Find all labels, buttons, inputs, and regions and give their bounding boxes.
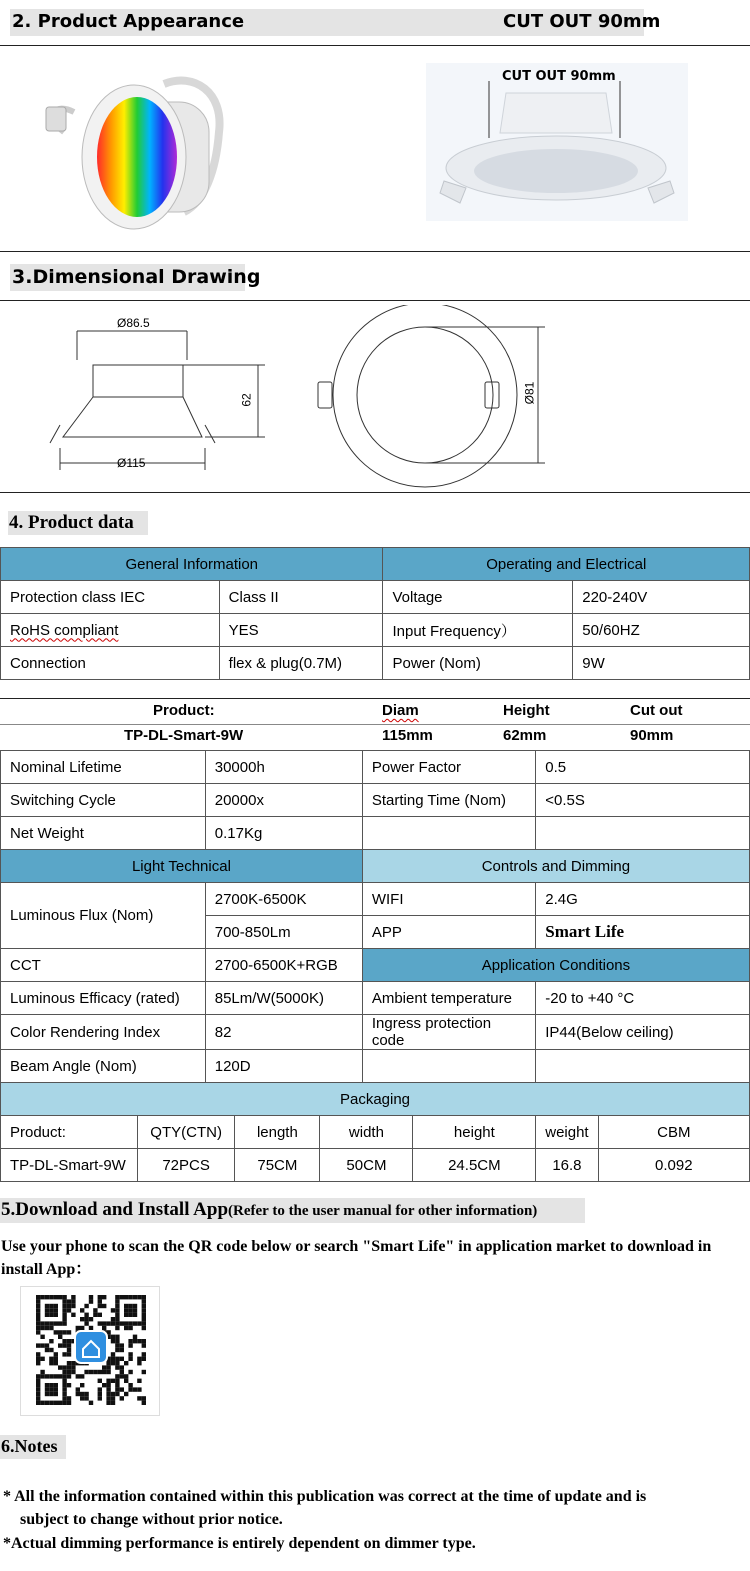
cell: width <box>320 1116 413 1149</box>
cell: Beam Angle (Nom) <box>1 1050 206 1083</box>
dim-height-62: 62 <box>239 393 254 407</box>
section-6-title: 6.Notes <box>1 1436 58 1456</box>
controls-dimming-header: Controls and Dimming <box>362 850 749 883</box>
operating-electrical-header: Operating and Electrical <box>383 548 750 581</box>
dim-diameter-115: Ø115 <box>117 456 146 470</box>
table-row <box>1 883 750 916</box>
cell: 50CM <box>320 1149 413 1182</box>
dim-diameter-81: Ø81 <box>522 381 537 405</box>
cell: 0.5 <box>536 751 750 784</box>
divider <box>0 724 750 725</box>
product-label: Product: <box>153 702 215 719</box>
note-1-line-1: * All the information contained within this publication was correct at the time of update and is <box>3 1488 647 1505</box>
cell: Voltage <box>383 581 573 614</box>
rgb-downlight-photo <box>44 62 240 232</box>
cell: 2700K-6500K <box>205 883 362 916</box>
cell: Luminous Flux (Nom) <box>1 883 206 949</box>
table-row <box>1 1050 750 1083</box>
cell: Nominal Lifetime <box>1 751 206 784</box>
divider <box>0 251 750 252</box>
cell: Luminous Efficacy (rated) <box>1 982 206 1015</box>
cell: 50/60HZ <box>573 614 750 647</box>
cell: height <box>413 1116 536 1149</box>
general-information-header: General Information <box>1 548 383 581</box>
cell: 85Lm/W(5000K) <box>205 982 362 1015</box>
dim-diameter-86: Ø86.5 <box>117 316 150 330</box>
cell: length <box>235 1116 320 1149</box>
cell: weight <box>536 1116 598 1149</box>
qr-code-image <box>21 1287 161 1417</box>
cell: Net Weight <box>1 817 206 850</box>
table-row <box>1 581 750 614</box>
cell: Ingress protection code <box>362 1015 535 1050</box>
table-row <box>1 1116 750 1149</box>
section-5-title-text: 5.Download and Install App <box>1 1199 229 1220</box>
cell: 220-240V <box>573 581 750 614</box>
table-row <box>1 784 750 817</box>
note-1-line-2: subject to change without prior notice. <box>20 1511 283 1528</box>
cell: <0.5S <box>536 784 750 817</box>
cell: 30000h <box>205 751 362 784</box>
cell: Input Frequency） <box>383 614 573 647</box>
dimensional-drawing <box>0 305 750 490</box>
dims-label-row <box>0 702 750 724</box>
packaging-header: Packaging <box>1 1083 750 1116</box>
cell: YES <box>219 614 383 647</box>
section-2-title: 2. Product Appearance <box>12 11 245 32</box>
product-spec-table <box>0 750 750 1182</box>
cell: QTY(CTN) <box>137 1116 235 1149</box>
section-5-title <box>1 1199 537 1221</box>
cutout-label: Cut out <box>630 702 683 719</box>
general-info-table <box>0 547 750 680</box>
smart-life-logo-icon <box>75 1331 107 1363</box>
cell: 82 <box>205 1015 362 1050</box>
cell: Power Factor <box>362 751 535 784</box>
cell <box>1 614 220 647</box>
table-row <box>1 647 750 680</box>
cell: 20000x <box>205 784 362 817</box>
divider <box>0 45 750 46</box>
cell: 2700-6500K+RGB <box>205 949 362 982</box>
cell-text: RoHS compliant <box>10 621 119 639</box>
cell: Color Rendering Index <box>1 1015 206 1050</box>
cell <box>362 1050 535 1083</box>
cell: 700-850Lm <box>205 916 362 949</box>
table-row <box>1 982 750 1015</box>
cell <box>536 817 750 850</box>
cell: Switching Cycle <box>1 784 206 817</box>
cell: 0.17Kg <box>205 817 362 850</box>
cell: APP <box>362 916 535 949</box>
cell: Starting Time (Nom) <box>362 784 535 817</box>
white-downlight-photo <box>426 63 688 221</box>
table-row <box>1 1015 750 1050</box>
cell: 24.5CM <box>413 1149 536 1182</box>
table-row <box>1 949 750 982</box>
cell: 2.4G <box>536 883 750 916</box>
cell: IP44(Below ceiling) <box>536 1015 750 1050</box>
table-row <box>1 1149 750 1182</box>
application-conditions-header: Application Conditions <box>362 949 749 982</box>
cell <box>362 817 535 850</box>
cell: Protection class IEC <box>1 581 220 614</box>
photo-cutout-label: CUT OUT 90mm <box>502 69 616 84</box>
divider <box>0 492 750 493</box>
cell: CBM <box>598 1116 749 1149</box>
product-model: TP-DL-Smart-9W <box>124 727 244 744</box>
diam-label: Diam <box>382 702 419 719</box>
cutout-heading: CUT OUT 90mm <box>503 11 661 32</box>
table-row <box>1 817 750 850</box>
qr-code <box>20 1286 160 1416</box>
height-label: Height <box>503 702 550 719</box>
light-technical-header: Light Technical <box>1 850 363 883</box>
note-2: *Actual dimming performance is entirely dependent on dimmer type. <box>3 1535 476 1552</box>
section-4-title: 4. Product data <box>9 512 134 533</box>
cell <box>536 1050 750 1083</box>
table-row <box>1 751 750 784</box>
cell: 9W <box>573 647 750 680</box>
section-5-instructions: Use your phone to scan the QR code below or search "Smart Life" in application market to download in install App： <box>1 1238 712 1278</box>
diam-value: 115mm <box>382 727 433 744</box>
cell: Power (Nom) <box>383 647 573 680</box>
cell: Connection <box>1 647 220 680</box>
cell: 72PCS <box>137 1149 235 1182</box>
cell: CCT <box>1 949 206 982</box>
dims-value-row <box>0 727 750 749</box>
section-5-subtitle: (Refer to the user manual for other information) <box>228 1203 538 1219</box>
cell: Ambient temperature <box>362 982 535 1015</box>
cell: -20 to +40 °C <box>536 982 750 1015</box>
cell: 120D <box>205 1050 362 1083</box>
divider <box>0 698 750 699</box>
cell: 75CM <box>235 1149 320 1182</box>
cell: flex & plug(0.7M) <box>219 647 383 680</box>
height-value: 62mm <box>503 727 547 744</box>
table-row <box>1 614 750 647</box>
divider <box>0 300 750 301</box>
cell: WIFI <box>362 883 535 916</box>
cell: Class II <box>219 581 383 614</box>
section-3-title: 3.Dimensional Drawing <box>12 266 261 288</box>
cell: Smart Life <box>536 916 750 949</box>
cutout-value: 90mm <box>630 727 674 744</box>
cell: 0.092 <box>598 1149 749 1182</box>
cell: Product: <box>1 1116 138 1149</box>
cell: TP-DL-Smart-9W <box>1 1149 138 1182</box>
cell: 16.8 <box>536 1149 598 1182</box>
